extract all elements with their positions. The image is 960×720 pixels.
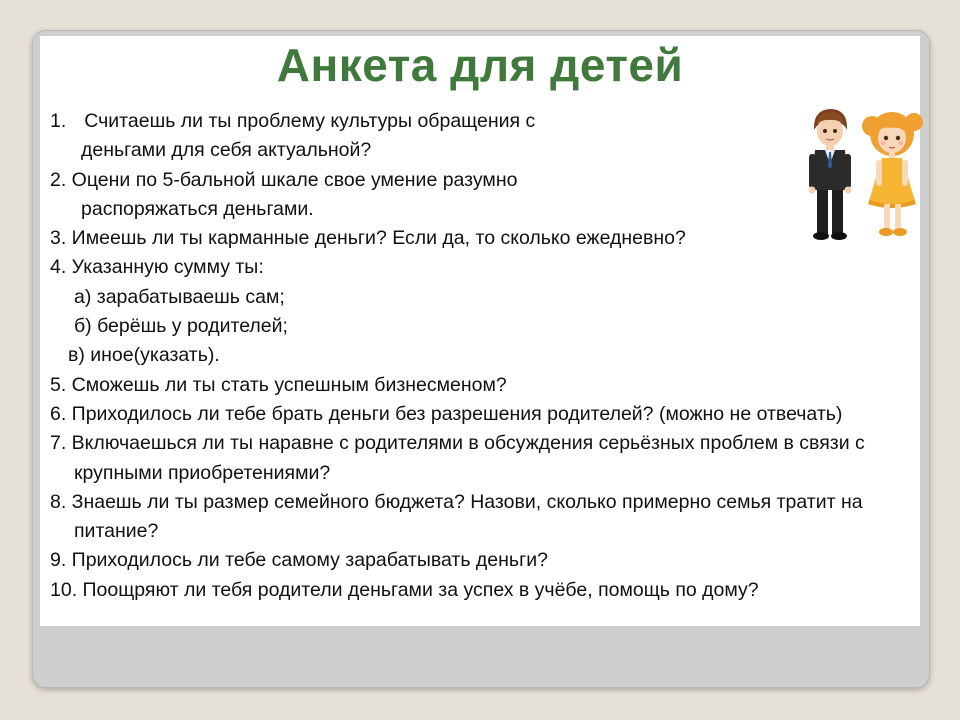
question-4-option-a: а) зарабатываешь сам; <box>74 285 285 308</box>
question-5: 5. Сможешь ли ты стать успешным бизнесменом? <box>50 373 507 396</box>
boy-and-girl-icon <box>806 104 936 244</box>
question-list <box>50 107 910 605</box>
question-1-line-2: деньгами для себя актуальной? <box>81 139 372 162</box>
question-8-line-2: питание? <box>74 520 159 543</box>
page-title: Анкета для детей <box>276 39 684 91</box>
question-7-line-1: 7. Включаешься ли ты наравне с родителями в обсуждения серьёзных проблем в связи с <box>50 432 865 455</box>
question-8-line-1: 8. Знаешь ли ты размер семейного бюджета? Назови, сколько примерно семья тратит на <box>50 490 863 513</box>
question-1-line-1 <box>50 107 910 136</box>
question-4: 4. Указанную сумму ты: <box>50 256 264 279</box>
question-1-text: Считаешь ли ты проблему культуры обращения с <box>84 110 536 132</box>
question-4-option-c: в) иное(указать). <box>68 344 220 367</box>
question-1-number: 1. <box>50 110 67 132</box>
boy-figure <box>809 109 852 240</box>
question-2-line-2: распоряжаться деньгами. <box>81 197 314 220</box>
question-10: 10. Поощряют ли тебя родители деньгами за успех в учёбе, помощь по дому? <box>50 578 759 601</box>
girl-figure <box>862 112 923 236</box>
question-2-line-1: 2. Оцени по 5-бальной шкале свое умение разумно <box>50 168 518 191</box>
question-3: 3. Имеешь ли ты карманные деньги? Если да, то сколько ежедневно? <box>50 227 686 250</box>
question-4-option-b: б) берёшь у родителей; <box>74 315 288 338</box>
question-6: 6. Приходилось ли тебе брать деньги без разрешения родителей? (можно не отвечать) <box>50 402 843 425</box>
question-9: 9. Приходилось ли тебе самому зарабатывать деньги? <box>50 549 548 572</box>
question-7-line-2: крупными приобретениями? <box>74 461 331 484</box>
